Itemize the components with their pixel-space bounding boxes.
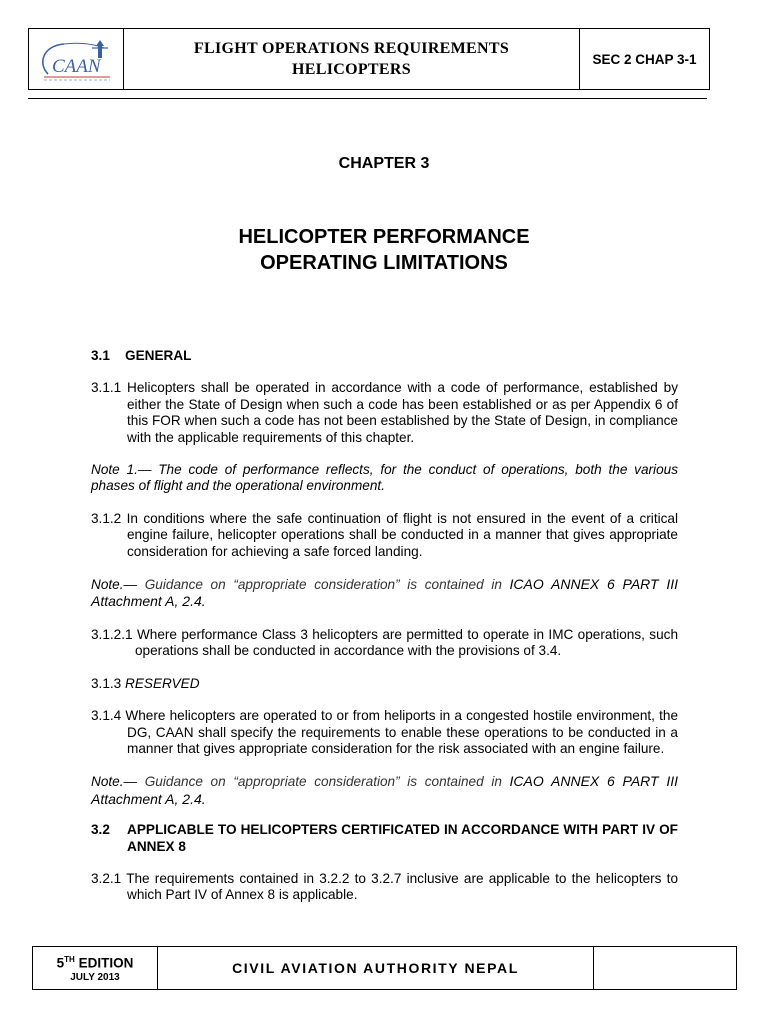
paragraph-3-2-1 [91,871,678,904]
chapter-title [0,224,768,276]
page-header [28,28,710,90]
note-prefix: Note.— [91,577,138,593]
note-text: Guidance on “appropriate consideration” is contained in [137,774,510,790]
note-prefix: Note.— [91,774,138,790]
paragraph-number: 3.1.2.1 [91,626,133,642]
note-2 [91,576,678,611]
note-text: Guidance on “appropriate consideration” is contained in [137,577,510,593]
edition-cell [33,947,158,989]
edition-date: JULY 2013 [70,971,120,983]
section-3-1-heading: 3.1 GENERAL [91,348,192,363]
paragraph-3-1-2 [91,511,678,560]
page-footer [32,946,737,990]
paragraph-number: 3.1.1 [91,380,122,396]
chapter-number: CHAPTER 3 [338,155,430,172]
paragraph-text: The requirements contained in 3.2.2 to 3.2.7 inclusive are applicable to the helicopters to which Part IV of Annex 8 is applicable. [126,870,678,903]
section-number: 3.2 [91,822,110,838]
edition-label [57,952,134,971]
document-title [124,29,580,89]
organization-name: CIVIL AVIATION AUTHORITY NEPAL [158,947,594,989]
chapter-title-line-2: OPERATING LIMITATIONS [260,252,508,274]
chapter-title-line-1: HELICOPTER PERFORMANCE [238,226,530,248]
footer-blank-cell [594,947,736,989]
note-reference: ICAO ANNEX 6 PART III Attachment A, 2.4. [91,576,678,610]
paragraph-3-1-2-1 [91,627,678,660]
section-reference: SEC 2 CHAP 3-1 [592,51,697,67]
paragraph-text: In conditions where the safe continuation of flight is not ensured in the event of a critical engine failure, helicopter operations shall be conducted in a manner that gives appropriate consideration for achieving a safe forced landing. [126,510,678,559]
header-divider [28,98,707,99]
edition-word: EDITION [74,955,134,971]
paragraph-3-1-1 [91,380,678,446]
logo-cell [29,29,124,89]
title-line-1: FLIGHT OPERATIONS REQUIREMENTS [193,40,510,57]
edition-number: 5 [56,955,65,971]
paragraph-3-1-4 [91,708,678,757]
document-body [91,348,678,904]
paragraph-text: RESERVED [125,675,200,691]
note-1: Note 1.— The code of performance reflects, for the conduct of operations, both the various phases of flight and the operational environment. [91,462,678,494]
paragraph-text: Where helicopters are operated to or from heliports in a congested hostile environment, the DG, CAAN shall specify the requirements to enable these operations to be conducted in a manner that gives appropriate consideration for the risk associated with an engine failure. [125,708,679,756]
paragraph-number: 3.2.1 [91,870,122,886]
paragraph-number: 3.1.4 [91,708,122,724]
note-reference: ICAO ANNEX 6 PART III Attachment A, 2.4. [91,773,678,807]
section-heading-text: APPLICABLE TO HELICOPTERS CERTIFICATED IN ACCORDANCE WITH PART IV OF ANNEX 8 [127,822,678,854]
paragraph-number: 3.1.3 [91,675,122,691]
section-3-2-heading [91,822,678,855]
title-line-2: HELICOPTERS [292,61,411,78]
paragraph-3-1-3 [91,676,678,692]
logo-text: CAAN [52,56,101,77]
paragraph-text: Helicopters shall be operated in accordance with a code of performance, established by either the State of Design when such a code has been established or as per Appendix 6 of this FOR when such a code has not been established by the State of Design, in compliance with the applicable requirements of this chapter. [127,380,679,445]
edition-superscript: TH [64,955,75,965]
paragraph-number: 3.1.2 [91,510,122,526]
note-3 [91,773,678,808]
caan-logo [34,34,118,84]
paragraph-text: Where performance Class 3 helicopters are permitted to operate in IMC operations, such operations shall be conducted in accordance with the provisions of 3.4. [135,626,679,659]
